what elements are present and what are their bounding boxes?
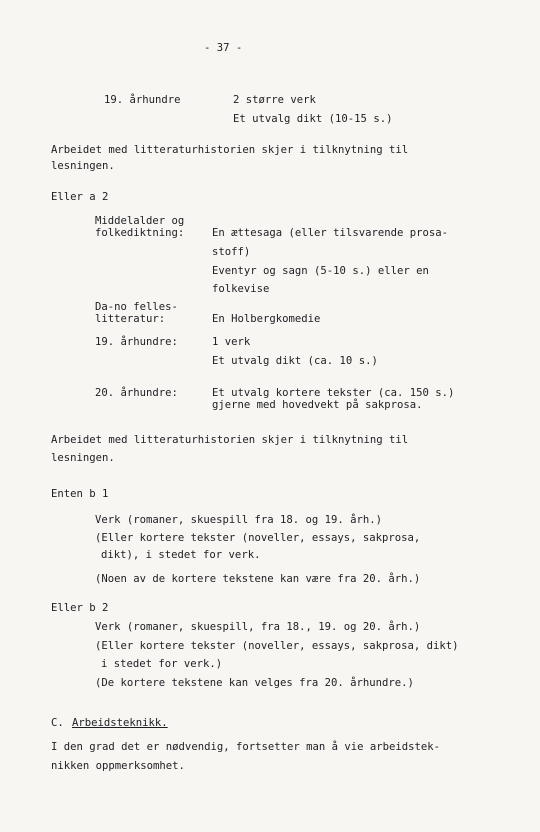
middelalder-text-4: folkevise bbox=[212, 283, 270, 295]
enten-b1-line-2: (Eller kortere tekster (noveller, essays, sakprosa, bbox=[95, 532, 421, 544]
dano-text: En Holbergkomedie bbox=[212, 313, 321, 325]
para1-line2: lesningen. bbox=[51, 160, 115, 172]
enten-b1-heading: Enten b 1 bbox=[51, 488, 109, 500]
eller-b2-line-4: (De kortere tekstene kan velges fra 20. århundre.) bbox=[95, 677, 414, 689]
middelalder-text-1: En ættesaga (eller tilsvarende prosa- bbox=[212, 227, 448, 239]
enten-b1-line-3: dikt), i stedet for verk. bbox=[101, 549, 261, 561]
section-c-line-1: I den grad det er nødvendig, fortsetter man å vie arbeidstek- bbox=[51, 741, 441, 753]
c20-text-1: Et utvalg kortere tekster (ca. 150 s.) bbox=[212, 387, 455, 399]
c19-text-1: 1 verk bbox=[212, 336, 251, 348]
middelalder-label-1: Middelalder og bbox=[95, 215, 185, 227]
dano-label-2: litteratur: bbox=[95, 313, 166, 325]
eller-b2-line-3: i stedet for verk.) bbox=[101, 658, 223, 670]
middelalder-label-2: folkediktning: bbox=[95, 227, 185, 239]
section-c-prefix: C. bbox=[51, 717, 64, 729]
enten-b1-line-1: Verk (romaner, skuespill fra 18. og 19. årh.) bbox=[95, 514, 383, 526]
block1-line1: 2 større verk bbox=[233, 94, 316, 106]
eller-b2-line-1: Verk (romaner, skuespill, fra 18., 19. og 20. årh.) bbox=[95, 621, 421, 633]
enten-b1-line-4: (Noen av de kortere tekstene kan være fra 20. årh.) bbox=[95, 573, 421, 585]
para1-line1: Arbeidet med litteraturhistorien skjer i tilknytning til bbox=[51, 144, 409, 156]
middelalder-text-2: stoff) bbox=[212, 246, 251, 258]
section-c-title: Arbeidsteknikk. bbox=[72, 717, 168, 729]
eller-b2-line-2: (Eller kortere tekster (noveller, essays, sakprosa, dikt) bbox=[95, 640, 459, 652]
para2-line2: lesningen. bbox=[51, 452, 115, 464]
c20-text-2: gjerne med hovedvekt på sakprosa. bbox=[212, 399, 423, 411]
c20-label: 20. århundre: bbox=[95, 387, 178, 399]
eller-a2-heading: Eller a 2 bbox=[51, 191, 109, 203]
para2-line1: Arbeidet med litteraturhistorien skjer i tilknytning til bbox=[51, 434, 409, 446]
c19-text-2: Et utvalg dikt (ca. 10 s.) bbox=[212, 355, 378, 367]
c19-label: 19. århundre: bbox=[95, 336, 178, 348]
eller-b2-heading: Eller b 2 bbox=[51, 602, 109, 614]
block1-label: 19. århundre bbox=[104, 94, 181, 106]
page-number: - 37 - bbox=[204, 42, 243, 54]
dano-label-1: Da-no felles- bbox=[95, 301, 178, 313]
middelalder-text-3: Eventyr og sagn (5-10 s.) eller en bbox=[212, 265, 429, 277]
block1-line2: Et utvalg dikt (10-15 s.) bbox=[233, 113, 393, 125]
section-c-line-2: nikken oppmerksomhet. bbox=[51, 760, 185, 772]
